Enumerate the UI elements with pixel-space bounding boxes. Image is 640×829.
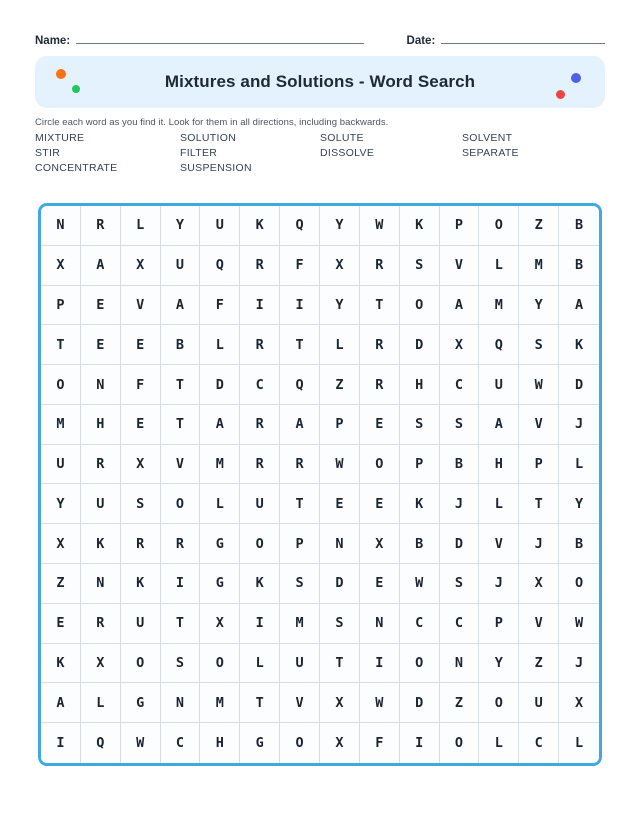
grid-cell[interactable]: R xyxy=(280,445,320,485)
grid-cell[interactable]: N xyxy=(81,365,121,405)
grid-cell[interactable]: Z xyxy=(320,365,360,405)
grid-cell[interactable]: Z xyxy=(519,644,559,684)
grid-cell[interactable]: W xyxy=(360,206,400,246)
grid-cell[interactable]: D xyxy=(400,683,440,723)
grid-cell[interactable]: X xyxy=(320,683,360,723)
grid-cell[interactable]: X xyxy=(360,524,400,564)
grid-cell[interactable]: I xyxy=(400,723,440,763)
red-dot-icon xyxy=(556,90,565,99)
grid-cell[interactable]: B xyxy=(440,445,480,485)
grid-cell[interactable]: S xyxy=(400,246,440,286)
grid-cell[interactable]: Q xyxy=(479,325,519,365)
grid-cell[interactable]: R xyxy=(240,445,280,485)
grid-cell[interactable]: Y xyxy=(161,206,201,246)
word-list-item[interactable]: CONCENTRATE xyxy=(35,161,118,174)
grid-cell[interactable]: P xyxy=(41,286,81,326)
grid-cell[interactable]: E xyxy=(121,405,161,445)
grid-cell[interactable]: Q xyxy=(280,206,320,246)
grid-cell[interactable]: T xyxy=(161,604,201,644)
grid-cell[interactable]: V xyxy=(519,405,559,445)
instructions-text: Circle each word as you find it. Look for them in all directions, including backwards. xyxy=(35,117,389,128)
grid-cell[interactable]: Z xyxy=(41,564,81,604)
grid-cell[interactable]: O xyxy=(440,723,480,763)
grid-cell[interactable]: F xyxy=(200,286,240,326)
grid-cell[interactable]: C xyxy=(519,723,559,763)
grid-cell[interactable]: L xyxy=(200,325,240,365)
grid-cell[interactable]: B xyxy=(559,206,599,246)
grid-cell[interactable]: E xyxy=(81,325,121,365)
grid-cell[interactable]: E xyxy=(360,484,400,524)
grid-cell[interactable]: S xyxy=(440,564,480,604)
grid-cell[interactable]: A xyxy=(479,405,519,445)
grid-cell[interactable]: V xyxy=(161,445,201,485)
grid-cell[interactable]: J xyxy=(559,644,599,684)
grid-cell[interactable]: B xyxy=(559,524,599,564)
grid-cell[interactable]: B xyxy=(559,246,599,286)
grid-cell[interactable]: V xyxy=(280,683,320,723)
grid-cell[interactable]: V xyxy=(519,604,559,644)
grid-cell[interactable]: T xyxy=(280,325,320,365)
word-list-row xyxy=(35,145,605,160)
page-title: Mixtures and Solutions - Word Search xyxy=(164,72,476,91)
grid-cell[interactable]: B xyxy=(400,524,440,564)
grid-cell[interactable]: P xyxy=(400,445,440,485)
grid-cell[interactable]: M xyxy=(479,286,519,326)
grid-cell[interactable]: A xyxy=(559,286,599,326)
grid-cell[interactable]: I xyxy=(240,604,280,644)
grid-cell[interactable]: P xyxy=(320,405,360,445)
grid-cell[interactable]: J xyxy=(519,524,559,564)
word-list-item[interactable]: SOLUTE xyxy=(320,131,364,144)
grid-cell[interactable]: J xyxy=(559,405,599,445)
grid-cell[interactable]: O xyxy=(559,564,599,604)
grid-cell[interactable]: X xyxy=(41,246,81,286)
grid-cell[interactable]: V xyxy=(121,286,161,326)
grid-cell[interactable]: Y xyxy=(41,484,81,524)
grid-cell[interactable]: N xyxy=(320,524,360,564)
grid-cell[interactable]: E xyxy=(121,325,161,365)
grid-cell[interactable]: I xyxy=(41,723,81,763)
grid-cell[interactable]: A xyxy=(440,286,480,326)
name-label: Name: xyxy=(35,35,71,47)
grid-cell[interactable]: X xyxy=(559,683,599,723)
grid-cell[interactable]: R xyxy=(81,445,121,485)
grid-cell[interactable]: E xyxy=(320,484,360,524)
word-list-item[interactable]: SUSPENSION xyxy=(180,161,252,174)
grid-cell[interactable]: M xyxy=(41,405,81,445)
grid-cell[interactable]: L xyxy=(320,325,360,365)
grid-cell[interactable]: Q xyxy=(81,723,121,763)
grid-cell[interactable]: L xyxy=(559,723,599,763)
grid-cell[interactable]: Q xyxy=(200,246,240,286)
grid-cell[interactable]: E xyxy=(360,405,400,445)
grid-cell[interactable]: N xyxy=(161,683,201,723)
grid-cell[interactable]: C xyxy=(240,365,280,405)
date-write-line[interactable] xyxy=(441,30,605,44)
grid-cell[interactable]: U xyxy=(161,246,201,286)
grid-cell[interactable]: L xyxy=(81,683,121,723)
grid-cell[interactable]: X xyxy=(320,723,360,763)
blue-dot-icon xyxy=(571,73,581,83)
grid-cell[interactable]: N xyxy=(360,604,400,644)
grid-cell[interactable]: K xyxy=(400,484,440,524)
grid-cell[interactable]: Y xyxy=(519,286,559,326)
grid-cell[interactable]: A xyxy=(200,405,240,445)
grid-cell[interactable]: L xyxy=(479,246,519,286)
grid-cell[interactable]: O xyxy=(121,644,161,684)
grid-cell[interactable]: I xyxy=(280,286,320,326)
grid-cell[interactable]: T xyxy=(161,405,201,445)
grid-cell[interactable]: W xyxy=(360,683,400,723)
grid-cell[interactable]: I xyxy=(240,286,280,326)
grid-cell[interactable]: U xyxy=(519,683,559,723)
grid-cell[interactable]: Y xyxy=(320,286,360,326)
grid-cell[interactable]: C xyxy=(440,604,480,644)
grid-cell[interactable]: R xyxy=(360,365,400,405)
grid-cell[interactable]: O xyxy=(41,365,81,405)
grid-cell[interactable]: Y xyxy=(559,484,599,524)
grid-cell[interactable]: F xyxy=(360,723,400,763)
grid-cell[interactable]: M xyxy=(280,604,320,644)
grid-cell[interactable]: R xyxy=(360,325,400,365)
grid-cell[interactable]: Y xyxy=(479,644,519,684)
grid-cell[interactable]: T xyxy=(360,286,400,326)
grid-cell[interactable]: M xyxy=(200,445,240,485)
grid-cell[interactable]: V xyxy=(440,246,480,286)
grid-cell[interactable]: X xyxy=(519,564,559,604)
name-write-line[interactable] xyxy=(76,30,364,44)
grid-cell[interactable]: C xyxy=(161,723,201,763)
grid-cell[interactable]: A xyxy=(81,246,121,286)
grid-cell[interactable]: U xyxy=(200,206,240,246)
grid-cell[interactable]: G xyxy=(240,723,280,763)
grid-cell[interactable]: O xyxy=(479,683,519,723)
date-label: Date: xyxy=(406,35,436,47)
grid-cell[interactable]: O xyxy=(280,723,320,763)
grid-cell[interactable]: W xyxy=(320,445,360,485)
grid-cell[interactable]: L xyxy=(240,644,280,684)
grid-cell[interactable]: R xyxy=(240,246,280,286)
word-list-row xyxy=(35,160,605,175)
grid-cell[interactable]: Q xyxy=(280,365,320,405)
grid-cell[interactable]: P xyxy=(280,524,320,564)
grid-cell[interactable]: E xyxy=(41,604,81,644)
grid-cell[interactable]: K xyxy=(240,206,280,246)
word-list-item[interactable]: SEPARATE xyxy=(462,146,519,159)
grid-cell[interactable]: A xyxy=(280,405,320,445)
grid-cell[interactable]: U xyxy=(240,484,280,524)
word-list-item[interactable]: FILTER xyxy=(180,146,218,159)
name-date-row xyxy=(35,30,605,50)
grid-cell[interactable]: S xyxy=(400,405,440,445)
grid-cell[interactable]: G xyxy=(200,524,240,564)
grid-cell[interactable]: K xyxy=(559,325,599,365)
title-banner xyxy=(35,56,605,108)
grid-cell[interactable]: O xyxy=(360,445,400,485)
grid-cell[interactable]: X xyxy=(81,644,121,684)
grid-cell[interactable]: U xyxy=(479,365,519,405)
grid-cell[interactable]: R xyxy=(161,524,201,564)
grid-cell[interactable]: U xyxy=(41,445,81,485)
grid-cell[interactable]: K xyxy=(81,524,121,564)
grid-cell[interactable]: J xyxy=(440,484,480,524)
word-list-item[interactable]: STIR xyxy=(35,146,61,159)
grid-cell[interactable]: E xyxy=(81,286,121,326)
grid-cell[interactable]: K xyxy=(240,564,280,604)
grid-cell[interactable]: D xyxy=(440,524,480,564)
grid-cell[interactable]: R xyxy=(121,524,161,564)
grid-cell[interactable]: D xyxy=(400,325,440,365)
grid-cell[interactable]: X xyxy=(440,325,480,365)
grid-cell[interactable]: S xyxy=(161,644,201,684)
grid-cell[interactable]: O xyxy=(200,644,240,684)
grid-cell[interactable]: L xyxy=(479,723,519,763)
grid-cell[interactable]: R xyxy=(240,325,280,365)
grid-cell[interactable]: R xyxy=(81,604,121,644)
grid-cell[interactable]: O xyxy=(400,286,440,326)
word-list xyxy=(35,130,605,175)
grid-cell[interactable]: M xyxy=(519,246,559,286)
grid-cell[interactable]: D xyxy=(559,365,599,405)
grid-cell[interactable]: W xyxy=(400,564,440,604)
grid-cell[interactable]: T xyxy=(280,484,320,524)
grid-cell[interactable]: O xyxy=(240,524,280,564)
grid-cell[interactable]: C xyxy=(440,365,480,405)
grid-cell[interactable]: T xyxy=(519,484,559,524)
grid-cell[interactable]: W xyxy=(121,723,161,763)
grid-cell[interactable]: F xyxy=(121,365,161,405)
grid-cell[interactable]: F xyxy=(280,246,320,286)
word-search-grid[interactable] xyxy=(41,206,599,763)
grid-cell[interactable]: M xyxy=(200,683,240,723)
grid-cell[interactable]: W xyxy=(519,365,559,405)
grid-cell[interactable]: A xyxy=(41,683,81,723)
grid-cell[interactable]: I xyxy=(360,644,400,684)
grid-cell[interactable]: G xyxy=(121,683,161,723)
grid-cell[interactable]: S xyxy=(280,564,320,604)
grid-cell[interactable]: O xyxy=(161,484,201,524)
grid-cell[interactable]: S xyxy=(320,604,360,644)
grid-cell[interactable]: J xyxy=(479,564,519,604)
grid-cell[interactable]: L xyxy=(121,206,161,246)
grid-cell[interactable]: D xyxy=(200,365,240,405)
grid-cell[interactable]: W xyxy=(559,604,599,644)
grid-cell[interactable]: R xyxy=(81,206,121,246)
grid-cell[interactable]: X xyxy=(200,604,240,644)
grid-cell[interactable]: X xyxy=(41,524,81,564)
grid-cell[interactable]: U xyxy=(81,484,121,524)
word-search-grid-container[interactable] xyxy=(38,203,602,766)
grid-cell[interactable]: T xyxy=(41,325,81,365)
grid-cell[interactable]: I xyxy=(161,564,201,604)
grid-cell[interactable]: O xyxy=(400,644,440,684)
grid-cell[interactable]: K xyxy=(121,564,161,604)
grid-cell[interactable]: Z xyxy=(440,683,480,723)
grid-cell[interactable]: R xyxy=(240,405,280,445)
grid-cell[interactable]: T xyxy=(240,683,280,723)
grid-cell[interactable]: B xyxy=(161,325,201,365)
grid-cell[interactable]: X xyxy=(121,246,161,286)
grid-cell[interactable]: Z xyxy=(519,206,559,246)
word-list-item[interactable]: DISSOLVE xyxy=(320,146,375,159)
grid-cell[interactable]: Y xyxy=(320,206,360,246)
word-list-row xyxy=(35,130,605,145)
grid-cell[interactable]: P xyxy=(440,206,480,246)
grid-cell[interactable]: H xyxy=(400,365,440,405)
grid-cell[interactable]: U xyxy=(280,644,320,684)
grid-cell[interactable]: K xyxy=(400,206,440,246)
grid-cell[interactable]: L xyxy=(200,484,240,524)
grid-cell[interactable]: N xyxy=(41,206,81,246)
grid-cell[interactable]: G xyxy=(200,564,240,604)
grid-cell[interactable]: H xyxy=(200,723,240,763)
grid-cell[interactable]: S xyxy=(440,405,480,445)
grid-cell[interactable]: K xyxy=(41,644,81,684)
grid-cell[interactable]: L xyxy=(479,484,519,524)
grid-cell[interactable]: E xyxy=(360,564,400,604)
grid-cell[interactable]: N xyxy=(440,644,480,684)
grid-cell[interactable]: R xyxy=(360,246,400,286)
word-list-item[interactable]: MIXTURE xyxy=(35,131,85,144)
grid-cell[interactable]: X xyxy=(121,445,161,485)
grid-cell[interactable]: S xyxy=(519,325,559,365)
grid-cell[interactable]: H xyxy=(81,405,121,445)
grid-cell[interactable]: O xyxy=(479,206,519,246)
orange-dot-icon xyxy=(56,69,66,79)
word-list-item[interactable]: SOLUTION xyxy=(180,131,237,144)
grid-cell[interactable]: N xyxy=(81,564,121,604)
grid-cell[interactable]: V xyxy=(479,524,519,564)
grid-cell[interactable]: H xyxy=(479,445,519,485)
word-list-item[interactable]: SOLVENT xyxy=(462,131,513,144)
grid-cell[interactable]: T xyxy=(320,644,360,684)
grid-cell[interactable]: S xyxy=(121,484,161,524)
grid-cell[interactable]: P xyxy=(519,445,559,485)
grid-cell[interactable]: X xyxy=(320,246,360,286)
green-dot-icon xyxy=(72,85,80,93)
grid-cell[interactable]: U xyxy=(121,604,161,644)
grid-cell[interactable]: D xyxy=(320,564,360,604)
grid-cell[interactable]: L xyxy=(559,445,599,485)
grid-cell[interactable]: P xyxy=(479,604,519,644)
grid-cell[interactable]: A xyxy=(161,286,201,326)
grid-cell[interactable]: C xyxy=(400,604,440,644)
grid-cell[interactable]: T xyxy=(161,365,201,405)
